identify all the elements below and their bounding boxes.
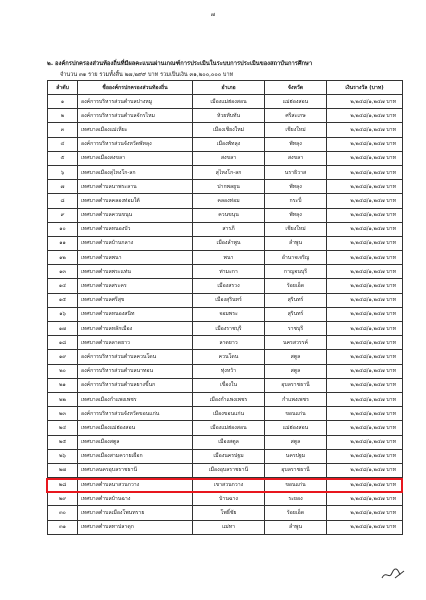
province: พัทลุง [265, 208, 327, 222]
table-body [48, 95, 403, 535]
row-number: ๑๗ [48, 322, 78, 336]
district: เมืองลำพูน [193, 236, 265, 250]
award-amount: ๒,๒๔๘/๑,๒๔๗ บาท [327, 95, 403, 109]
page-number: ๗ [210, 11, 216, 18]
row-number: ๗ [48, 180, 78, 194]
province: แม่ฮ่องสอน [265, 95, 327, 109]
award-amount: ๒,๒๔๘/๑,๒๔๗ บาท [327, 392, 403, 406]
province: นราธิวาส [265, 165, 327, 179]
row-number: ๙ [48, 208, 78, 222]
province: สุรินทร์ [265, 307, 327, 321]
award-amount: ๒,๒๔๘/๑,๒๔๗ บาท [327, 236, 403, 250]
table-row [48, 435, 403, 449]
district: สุไหงโก-ลก [193, 165, 265, 179]
district: เมืองเชียงใหม่ [193, 123, 265, 137]
table-row [48, 109, 403, 123]
table-row [48, 307, 403, 321]
province: สงขลา [265, 151, 327, 165]
table-row [48, 322, 403, 336]
section-heading: ๒. องค์กรปกครองส่วนท้องถิ่นที่มีผลคะแนนผ่านเกณฑ์การประเมินในระบบการประเมินของสถาบันการศึกษา [47, 61, 313, 67]
table-row [48, 378, 403, 392]
org-name: เทศบาลตำบลหลักเมือง [78, 322, 193, 336]
org-name: เทศบาลเมืองสงขลา [78, 151, 193, 165]
table-header-row [48, 81, 403, 95]
row-number: ๑๖ [48, 307, 78, 321]
org-name: เทศบาลตำบลบ้านฉาง [78, 492, 193, 506]
award-amount: ๒,๒๔๘/๑,๒๔๗ บาท [327, 492, 403, 506]
award-amount: ๒,๒๔๘/๑,๒๔๗ บาท [327, 222, 403, 236]
district: โพธิ์ชัย [193, 506, 265, 520]
row-number: ๓๐ [48, 506, 78, 520]
district: เมืองแม่ฮ่องสอน [193, 421, 265, 435]
district: ปากพลยูน [193, 180, 265, 194]
row-number: ๘ [48, 194, 78, 208]
table-row [48, 506, 403, 520]
province: อำนาจเจริญ [265, 251, 327, 265]
row-number: ๔ [48, 137, 78, 151]
province: ขอนแก่น [265, 407, 327, 421]
province: สตูล [265, 350, 327, 364]
org-name: เทศบาลตำบลนาสวนกวาง [78, 478, 193, 492]
row-number: ๒๖ [48, 449, 78, 463]
district: พนา [193, 251, 265, 265]
province: พัทลุง [265, 137, 327, 151]
award-amount: ๒,๒๔๘/๑,๒๔๗ บาท [327, 307, 403, 321]
province: สุรินทร์ [265, 293, 327, 307]
row-number: ๑๐ [48, 222, 78, 236]
org-name: เทศบาลเมืองสตูล [78, 435, 193, 449]
province: เชียงใหม่ [265, 123, 327, 137]
signature-mark [380, 566, 406, 582]
award-amount: ๒,๒๔๘/๑,๒๔๗ บาท [327, 208, 403, 222]
province: สตูล [265, 364, 327, 378]
header-province: จังหวัด [265, 81, 327, 95]
province: ร้อยเอ็ด [265, 279, 327, 293]
province: แม่ฮ่องสอน [265, 421, 327, 435]
award-amount: ๒,๒๔๘/๑,๒๔๗ บาท [327, 123, 403, 137]
district: ห้วยทับทัน [193, 109, 265, 123]
row-number: ๒๐ [48, 364, 78, 378]
award-amount: ๒,๒๔๘/๑,๒๔๗ บาท [327, 407, 403, 421]
district: เขื่องใน [193, 378, 265, 392]
org-name: เทศบาลตำบลคลองท่อมใต้ [78, 194, 193, 208]
row-number: ๑๓ [48, 265, 78, 279]
district: เมืองขอนแก่น [193, 407, 265, 421]
row-number: ๒๘ [48, 478, 78, 492]
row-number: ๕ [48, 151, 78, 165]
award-amount: ๒,๒๔๘/๑,๒๔๗ บาท [327, 378, 403, 392]
row-number: ๒๙ [48, 492, 78, 506]
district: เมืองอุบลราชธานี [193, 463, 265, 477]
org-name: เทศบาลตำบลควนขนุน [78, 208, 193, 222]
table-row [48, 151, 403, 165]
province: ลำพูน [265, 236, 327, 250]
org-name: เทศบาลตำบลหนองบัว [78, 222, 193, 236]
org-name: เทศบาลเมืองกำแพงเพชร [78, 392, 193, 406]
district: เมืองสุรินทร์ [193, 293, 265, 307]
district: บ้านฉาง [193, 492, 265, 506]
table-row [48, 421, 403, 435]
table-row [48, 265, 403, 279]
row-number: ๒๗ [48, 463, 78, 477]
district: จอมพระ [193, 307, 265, 321]
award-amount: ๒,๒๔๘/๑,๒๔๗ บาท [327, 506, 403, 520]
district: ควนโดน [193, 350, 265, 364]
row-number: ๓ [48, 123, 78, 137]
row-number: ๑๘ [48, 336, 78, 350]
org-name: เทศบาลตำบลสระคร [78, 279, 193, 293]
row-number: ๒๔ [48, 421, 78, 435]
award-amount: ๒,๒๔๘/๑,๒๔๗ บาท [327, 435, 403, 449]
org-name: องค์การบริหารส่วนตำบลจักรไหม [78, 109, 193, 123]
org-name: องค์การบริหารส่วนจังหวัดขอนแก่น [78, 407, 193, 421]
district: เมืองแม่ฮ่องสอน [193, 95, 265, 109]
org-name: เทศบาลตำบลลาดยาว [78, 336, 193, 350]
province: ขอนแก่น [265, 478, 327, 492]
table-row [48, 492, 403, 506]
table-row [48, 208, 403, 222]
org-name: องค์การบริหารส่วนตำบลปางหมู [78, 95, 193, 109]
award-amount: ๒,๒๔๘/๑,๒๔๗ บาท [327, 293, 403, 307]
award-amount: ๒,๒๔๘/๑,๒๔๗ บาท [327, 251, 403, 265]
province: นครสวรรค์ [265, 336, 327, 350]
district: เมืองราชบุรี [193, 322, 265, 336]
award-amount: ๒,๒๔๘/๑,๒๔๗ บาท [327, 421, 403, 435]
province: ศรีสะเกษ [265, 109, 327, 123]
org-name: เทศบาลเมืองสุไหงโก-ลก [78, 165, 193, 179]
row-number: ๑๔ [48, 279, 78, 293]
header-org-name: ชื่อองค์กรปกครองส่วนท้องถิ่น [78, 81, 193, 95]
table-row [48, 194, 403, 208]
award-amount: ๒,๒๔๘/๑,๒๔๗ บาท [327, 322, 403, 336]
table-row [48, 222, 403, 236]
district: เมืองพัทลุง [193, 137, 265, 151]
row-number: ๒๕ [48, 435, 78, 449]
table-row [48, 449, 403, 463]
org-name: องค์การบริหารส่วนตำบลนาทอน [78, 364, 193, 378]
award-table [47, 80, 403, 535]
row-number: ๒๓ [48, 407, 78, 421]
district: สงขลา [193, 151, 265, 165]
table-row [48, 95, 403, 109]
district: แม่ทา [193, 520, 265, 534]
award-amount: ๒,๒๔๘/๑,๒๔๗ บาท [327, 350, 403, 364]
row-number: ๒๒ [48, 392, 78, 406]
org-name: เทศบาลนครอุบลราชธานี [78, 463, 193, 477]
table-row [48, 293, 403, 307]
section-summary: จำนวน ๓๑ ราย รวมทั้งสิ้น ๒๗,๒๙๙ บาท รวมเป็นเงิน ๓๑,๒๐๐,๐๐๐ บาท [60, 72, 234, 78]
org-name: เทศบาลตำบลเมืองโพนทราย [78, 506, 193, 520]
table-row [48, 165, 403, 179]
award-amount: ๒,๒๔๘/๑,๒๔๗ บาท [327, 279, 403, 293]
award-amount: ๒,๒๔๘/๑,๒๔๗ บาท [327, 449, 403, 463]
district: เมืองสรวง [193, 279, 265, 293]
org-name: เทศบาลตำบลหนองสนิท [78, 307, 193, 321]
row-number: ๒ [48, 109, 78, 123]
org-name: เทศบาลตำบลพระแท่น [78, 265, 193, 279]
district: เมืองกำแพงเพชร [193, 392, 265, 406]
table-row [48, 520, 403, 534]
table-row [48, 336, 403, 350]
district: ท่ามะกา [193, 265, 265, 279]
province: กระบี่ [265, 194, 327, 208]
award-amount: ๒,๒๔๘/๑,๒๔๗ บาท [327, 194, 403, 208]
org-name: เทศบาลเมืองสามควายเผือก [78, 449, 193, 463]
row-number: ๖ [48, 165, 78, 179]
table-row [48, 350, 403, 364]
award-amount: ๒,๒๔๘/๑,๒๔๗ บาท [327, 165, 403, 179]
district: เมืองนครปฐม [193, 449, 265, 463]
table-row [48, 251, 403, 265]
org-name: องค์การบริหารส่วนจังหวัดพัทลุง [78, 137, 193, 151]
province: นครปฐม [265, 449, 327, 463]
table-row [48, 407, 403, 421]
province: ร้อยเอ็ด [265, 506, 327, 520]
award-amount: ๒,๒๔๘/๑,๒๔๗ บาท [327, 109, 403, 123]
row-number: ๓๑ [48, 520, 78, 534]
table-row [48, 137, 403, 151]
province: อุบลราชธานี [265, 463, 327, 477]
province: ราชบุรี [265, 322, 327, 336]
org-name: เทศบาลตำบลทาปลาดุก [78, 520, 193, 534]
org-name: เทศบาลตำบลบ้านกลาง [78, 236, 193, 250]
org-name: เทศบาลตำบลศรีสุข [78, 293, 193, 307]
row-number: ๑๕ [48, 293, 78, 307]
table-row [48, 364, 403, 378]
table-row [48, 478, 403, 492]
province: กาญจนบุรี [265, 265, 327, 279]
district: ทุ่งหว้า [193, 364, 265, 378]
org-name: เทศบาลตำบลนาพระลาน [78, 180, 193, 194]
table-row [48, 236, 403, 250]
province: ลำพูน [265, 520, 327, 534]
award-amount: ๒,๒๔๘/๑,๒๔๗ บาท [327, 336, 403, 350]
table-row [48, 392, 403, 406]
award-amount: ๒,๒๔๘/๑,๒๔๗ บาท [327, 151, 403, 165]
row-number: ๑ [48, 95, 78, 109]
award-amount: ๒,๒๔๘/๑,๒๔๗ บาท [327, 478, 403, 492]
table-row [48, 180, 403, 194]
org-name: เทศบาลตำบลพนา [78, 251, 193, 265]
province: พัทลุง [265, 180, 327, 194]
province: เชียงใหม่ [265, 222, 327, 236]
award-amount: ๒,๒๔๘/๑,๒๔๗ บาท [327, 520, 403, 534]
province: สตูล [265, 435, 327, 449]
table-row [48, 279, 403, 293]
district: เมืองสตูล [193, 435, 265, 449]
header-amount: เงินรางวัล (บาท) [327, 81, 403, 95]
award-amount: ๒,๒๔๘/๑,๒๔๗ บาท [327, 463, 403, 477]
award-amount: ๒,๒๔๘/๑,๒๔๗ บาท [327, 265, 403, 279]
award-amount: ๒,๒๔๘/๑,๒๔๗ บาท [327, 137, 403, 151]
district: ลาดยาว [193, 336, 265, 350]
table-row [48, 463, 403, 477]
district: คลองท่อม [193, 194, 265, 208]
row-number: ๑๑ [48, 236, 78, 250]
row-number: ๑๒ [48, 251, 78, 265]
header-district: อำเภอ [193, 81, 265, 95]
province: กำแพงเพชร [265, 392, 327, 406]
row-number: ๑๙ [48, 350, 78, 364]
row-number: ๒๑ [48, 378, 78, 392]
org-name: เทศบาลเมืองแม่เหียะ [78, 123, 193, 137]
district: สารภี [193, 222, 265, 236]
org-name: องค์การบริหารส่วนตำบลยางขี้นก [78, 378, 193, 392]
district: เขาสวนกวาง [193, 478, 265, 492]
org-name: องค์การบริหารส่วนตำบลควนโดน [78, 350, 193, 364]
award-amount: ๒,๒๔๘/๑,๒๔๗ บาท [327, 180, 403, 194]
province: ระยอง [265, 492, 327, 506]
award-amount: ๒,๒๔๘/๑,๒๔๗ บาท [327, 364, 403, 378]
province: อุบลราชธานี [265, 378, 327, 392]
district: ควนขนุน [193, 208, 265, 222]
header-no: ลำดับ [48, 81, 78, 95]
table-row [48, 123, 403, 137]
org-name: เทศบาลเมืองแม่ฮ่องสอน [78, 421, 193, 435]
